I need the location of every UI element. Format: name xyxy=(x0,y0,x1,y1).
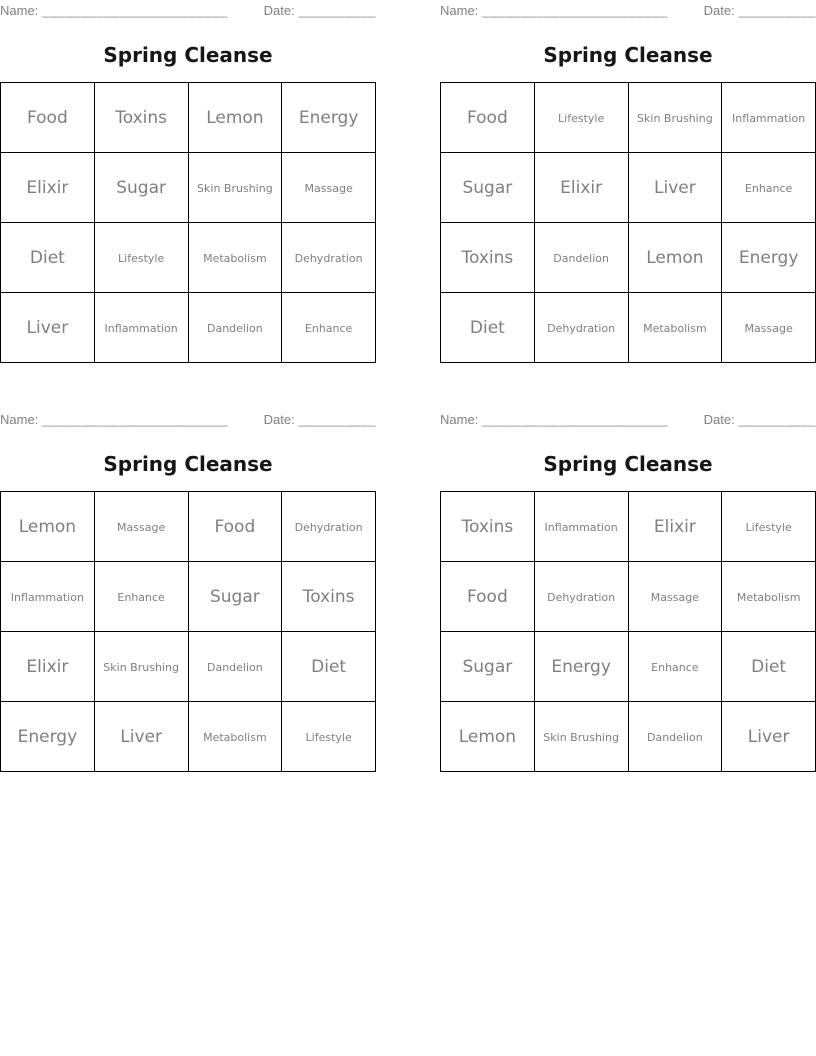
bingo-cell: Toxins xyxy=(282,562,376,632)
date-blank-line: __________ xyxy=(298,412,376,427)
table-row xyxy=(1,83,376,153)
name-blank-line: ________________________ xyxy=(42,412,228,427)
bingo-cell: Diet xyxy=(441,293,535,363)
bingo-card-4 xyxy=(440,409,816,772)
bingo-cell: Enhance xyxy=(628,632,722,702)
bingo-cell: Food xyxy=(441,83,535,153)
bingo-cell: Dehydration xyxy=(534,562,628,632)
bingo-cell: Enhance xyxy=(722,153,816,223)
bingo-cell: Lifestyle xyxy=(534,83,628,153)
bingo-cell: Skin Brushing xyxy=(534,702,628,772)
bingo-cell: Sugar xyxy=(94,153,188,223)
table-row xyxy=(1,223,376,293)
bingo-cell: Lifestyle xyxy=(94,223,188,293)
name-date-row xyxy=(0,409,376,429)
bingo-cell: Lemon xyxy=(628,223,722,293)
date-label: Date: xyxy=(263,3,295,18)
bingo-cell: Inflammation xyxy=(1,562,95,632)
bingo-cell: Elixir xyxy=(1,153,95,223)
bingo-cell: Toxins xyxy=(441,223,535,293)
name-field xyxy=(440,412,668,427)
bingo-cell: Energy xyxy=(722,223,816,293)
bingo-cell: Dehydration xyxy=(282,492,376,562)
table-row xyxy=(441,492,816,562)
date-blank-line: __________ xyxy=(298,3,376,18)
bingo-grid xyxy=(440,491,816,772)
card-title: Spring Cleanse xyxy=(543,452,713,476)
table-row xyxy=(1,293,376,363)
bingo-grid xyxy=(0,82,376,363)
bingo-cell: Skin Brushing xyxy=(628,83,722,153)
bingo-cell: Energy xyxy=(534,632,628,702)
card-title: Spring Cleanse xyxy=(103,452,273,476)
bingo-cell: Lemon xyxy=(188,83,282,153)
bingo-cell: Dehydration xyxy=(534,293,628,363)
bingo-cell: Food xyxy=(1,83,95,153)
bingo-cell: Inflammation xyxy=(94,293,188,363)
bingo-cell: Liver xyxy=(722,702,816,772)
bingo-card-3 xyxy=(0,409,376,772)
table-row xyxy=(441,562,816,632)
card-title: Spring Cleanse xyxy=(543,43,713,67)
bingo-cell: Inflammation xyxy=(534,492,628,562)
table-row xyxy=(1,562,376,632)
table-row xyxy=(441,632,816,702)
name-field xyxy=(440,3,668,18)
table-row xyxy=(1,492,376,562)
bingo-cell: Sugar xyxy=(441,632,535,702)
bingo-cell: Massage xyxy=(722,293,816,363)
bingo-cell: Liver xyxy=(628,153,722,223)
bingo-cell: Food xyxy=(441,562,535,632)
bingo-cell: Toxins xyxy=(94,83,188,153)
bingo-cell: Liver xyxy=(94,702,188,772)
name-date-row xyxy=(0,0,376,20)
bingo-cell: Dandelion xyxy=(188,293,282,363)
bingo-cell: Inflammation xyxy=(722,83,816,153)
date-label: Date: xyxy=(703,3,735,18)
date-label: Date: xyxy=(703,412,735,427)
bingo-cell: Elixir xyxy=(1,632,95,702)
table-row xyxy=(441,223,816,293)
bingo-cell: Dandelion xyxy=(628,702,722,772)
bingo-cell: Massage xyxy=(94,492,188,562)
bingo-cell: Sugar xyxy=(188,562,282,632)
bingo-cell: Metabolism xyxy=(722,562,816,632)
date-blank-line: __________ xyxy=(738,3,816,18)
date-label: Date: xyxy=(263,412,295,427)
table-row xyxy=(441,83,816,153)
bingo-cell: Diet xyxy=(722,632,816,702)
name-blank-line: ________________________ xyxy=(42,3,228,18)
bingo-cell: Diet xyxy=(1,223,95,293)
bingo-cell: Dehydration xyxy=(282,223,376,293)
bingo-grid xyxy=(0,491,376,772)
bingo-card-2 xyxy=(440,0,816,363)
date-field xyxy=(264,412,376,427)
date-field xyxy=(704,412,816,427)
date-field xyxy=(264,3,376,18)
table-row xyxy=(1,632,376,702)
bingo-cell: Massage xyxy=(628,562,722,632)
name-blank-line: ________________________ xyxy=(482,412,668,427)
table-row xyxy=(441,153,816,223)
name-label: Name: xyxy=(0,3,39,18)
bingo-cell: Diet xyxy=(282,632,376,702)
bingo-cell: Lemon xyxy=(441,702,535,772)
table-row xyxy=(1,702,376,772)
bingo-cell: Elixir xyxy=(628,492,722,562)
name-label: Name: xyxy=(440,412,479,427)
bingo-cell: Lifestyle xyxy=(722,492,816,562)
bingo-cell: Toxins xyxy=(441,492,535,562)
table-row xyxy=(441,702,816,772)
name-date-row xyxy=(440,0,816,20)
bingo-cell: Enhance xyxy=(94,562,188,632)
bingo-cell: Energy xyxy=(282,83,376,153)
bingo-cell: Enhance xyxy=(282,293,376,363)
name-field xyxy=(0,3,228,18)
bingo-cell: Elixir xyxy=(534,153,628,223)
bingo-cell: Lemon xyxy=(1,492,95,562)
name-date-row xyxy=(440,409,816,429)
name-blank-line: ________________________ xyxy=(482,3,668,18)
date-blank-line: __________ xyxy=(738,412,816,427)
bingo-cell: Dandelion xyxy=(188,632,282,702)
bingo-cell: Sugar xyxy=(441,153,535,223)
bingo-cell: Massage xyxy=(282,153,376,223)
bingo-cell: Skin Brushing xyxy=(94,632,188,702)
table-row xyxy=(441,293,816,363)
table-row xyxy=(1,153,376,223)
bingo-cell: Dandelion xyxy=(534,223,628,293)
bingo-cell: Lifestyle xyxy=(282,702,376,772)
bingo-cell: Metabolism xyxy=(188,223,282,293)
bingo-cell: Metabolism xyxy=(188,702,282,772)
date-field xyxy=(704,3,816,18)
bingo-card-1 xyxy=(0,0,376,363)
bingo-cell: Liver xyxy=(1,293,95,363)
bingo-cell: Energy xyxy=(1,702,95,772)
name-label: Name: xyxy=(0,412,39,427)
bingo-grid xyxy=(440,82,816,363)
card-title: Spring Cleanse xyxy=(103,43,273,67)
name-field xyxy=(0,412,228,427)
bingo-cell: Metabolism xyxy=(628,293,722,363)
bingo-cell: Food xyxy=(188,492,282,562)
bingo-cell: Skin Brushing xyxy=(188,153,282,223)
name-label: Name: xyxy=(440,3,479,18)
